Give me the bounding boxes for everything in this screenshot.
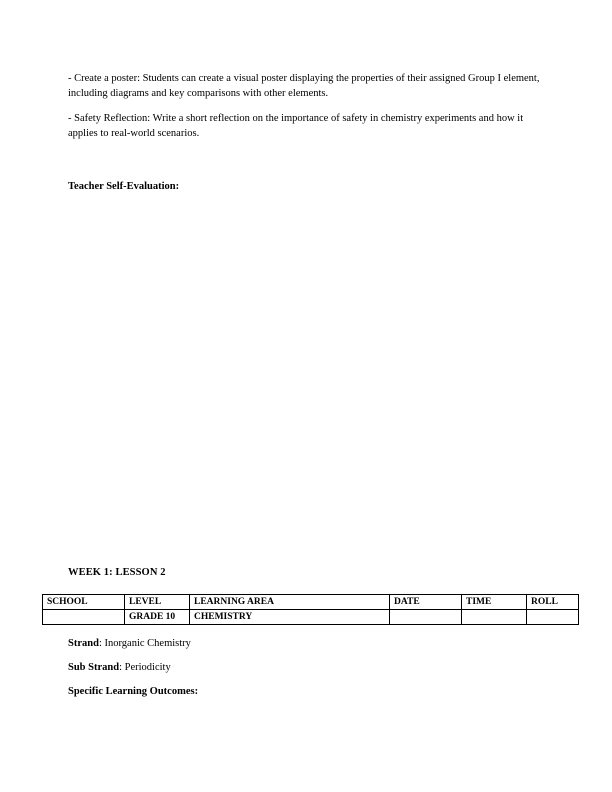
intro-paragraphs: [68, 72, 544, 141]
field-strand-label: Strand: [68, 637, 99, 649]
specific-learning-outcomes-heading: Specific Learning Outcomes:: [68, 685, 199, 697]
paragraph-create-poster: - Create a poster: Students can create a visual poster displaying the properties of their assigned Group I element, including diagrams and key comparisons with other elements.: [68, 73, 540, 99]
cell-date[interactable]: [390, 609, 462, 624]
cell-roll[interactable]: [527, 609, 579, 624]
cell-time[interactable]: [462, 609, 527, 624]
header-level: LEVEL: [125, 594, 190, 609]
field-sub-strand-label: Sub Strand: [68, 662, 120, 673]
week-lesson-heading: WEEK 1: LESSON 2: [68, 566, 166, 578]
table-row: [43, 609, 579, 624]
header-time: TIME: [462, 594, 527, 609]
field-sub-strand-separator: :: [119, 662, 125, 673]
blank-writing-space: [68, 195, 544, 567]
header-roll: ROLL: [527, 594, 579, 609]
header-school: SCHOOL: [43, 594, 125, 609]
field-sub-strand: [68, 661, 544, 676]
table-row-headers: [43, 594, 579, 609]
spacer-before-self-evaluation: [68, 152, 544, 180]
cell-learning-area[interactable]: CHEMISTRY: [190, 609, 390, 624]
field-strand-value: Inorganic Chemistry: [104, 637, 191, 649]
header-date: DATE: [390, 594, 462, 609]
lesson-info-table: [42, 594, 579, 625]
paragraph-safety-reflection: - Safety Reflection: Write a short reflection on the importance of safety in chemistry experiments and how it applies to real-world scenarios.: [68, 113, 524, 139]
cell-school[interactable]: [43, 609, 125, 624]
header-learning-area: LEARNING AREA: [190, 594, 390, 609]
lesson-info-table-wrapper: [42, 594, 578, 625]
lesson-fields: [68, 637, 544, 697]
teacher-self-evaluation-heading: Teacher Self-Evaluation:: [68, 181, 180, 192]
field-strand: [68, 637, 544, 652]
field-strand-separator: :: [98, 637, 105, 649]
field-sub-strand-value: Periodicity: [124, 662, 171, 673]
cell-level[interactable]: GRADE 10: [125, 609, 190, 624]
